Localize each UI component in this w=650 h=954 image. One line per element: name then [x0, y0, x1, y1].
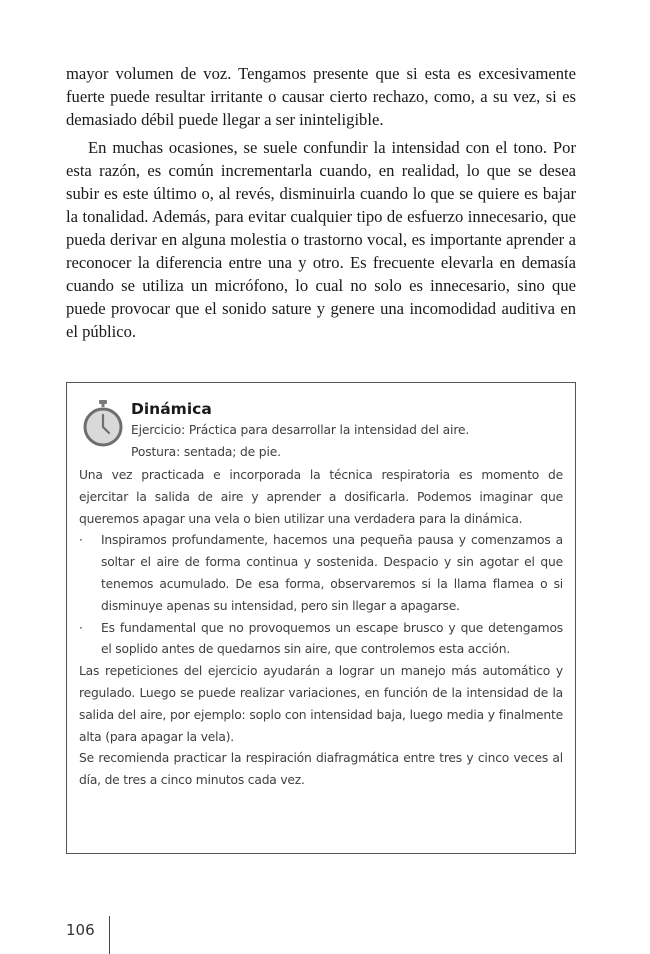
box-recommendation: Se recomienda practicar la respiración diafragmática entre tres y cinco veces al día, de tres a cinco minutos cada vez.: [79, 751, 563, 788]
exercise-line: Ejercicio: Práctica para desarrollar la intensidad del aire.: [131, 423, 470, 437]
stopwatch-icon: [81, 399, 125, 447]
box-bullet-list: [79, 530, 563, 661]
bullet-icon: ·: [79, 533, 83, 548]
posture-line: Postura: sentada; de pie.: [131, 444, 281, 459]
list-item-text: Inspiramos profundamente, hacemos una pequeña pausa y comenzamos a soltar el aire de forma continua y sostenida. Despacio y sin agotar el que tenemos acumulado. De esa forma, observaremos si la llama flamea o si disminuye apenas su intensidad, pero sin llegar a apagarse.: [101, 533, 563, 613]
box-repetitions: Las repeticiones del ejercicio ayudarán a lograr un manejo más automático y regulado. Luego se puede realizar variaciones, en función de la intensidad de la salida del aire, por ejemplo: soplo con intensidad baja, luego media y finalmente alta (para apagar la vela).: [79, 664, 563, 744]
box-header-text: [131, 396, 563, 464]
body-paragraph-1: mayor volumen de voz. Tengamos presente que si esta es excesivamente fuerte puede resultar irritante o causar cierto rechazo, como, a su vez, si es demasiado débil puede llegar a ser ininteligible.: [66, 64, 576, 129]
box-header: [79, 393, 563, 465]
page-number: 106: [66, 921, 95, 939]
body-paragraph-2: En muchas ocasiones, se suele confundir la intensidad con el tono. Por esta razón, es común incrementarla cuando, en realidad, lo que se desea subir es este último o, al revés, disminuirla cuando lo que se quiere es bajar la tonalidad. Además, para evitar cualquier tipo de esfuerzo innecesario, que pueda derivar en alguna molestia o trastorno vocal, es importante aprender a reconocer la diferencia entre una y otro. Es frecuente elevarla en demasía cuando se utiliza un micrófono, lo cual no solo es innecesario, sino que puede provocar que el sonido sature y genere una incomodidad auditiva en el público.: [66, 138, 576, 341]
bullet-icon: ·: [79, 620, 83, 635]
exercise-box: [66, 382, 576, 854]
box-title: Dinámica: [131, 400, 212, 418]
list-item-text: Es fundamental que no provoquemos un escape brusco y que detengamos el soplido antes de quedarnos sin aire, que controlemos esta acción.: [101, 620, 563, 657]
list-item: [79, 618, 563, 662]
box-intro: Una vez practicada e incorporada la técnica respiratoria es momento de ejercitar la salida de aire y aprender a dosificarla. Podemos imaginar que queremos apagar una vela o bien utilizar una verdadera para la dinámica.: [79, 468, 563, 526]
body-text: [66, 62, 576, 343]
list-item: [79, 530, 563, 617]
page-number-divider: [109, 916, 110, 954]
